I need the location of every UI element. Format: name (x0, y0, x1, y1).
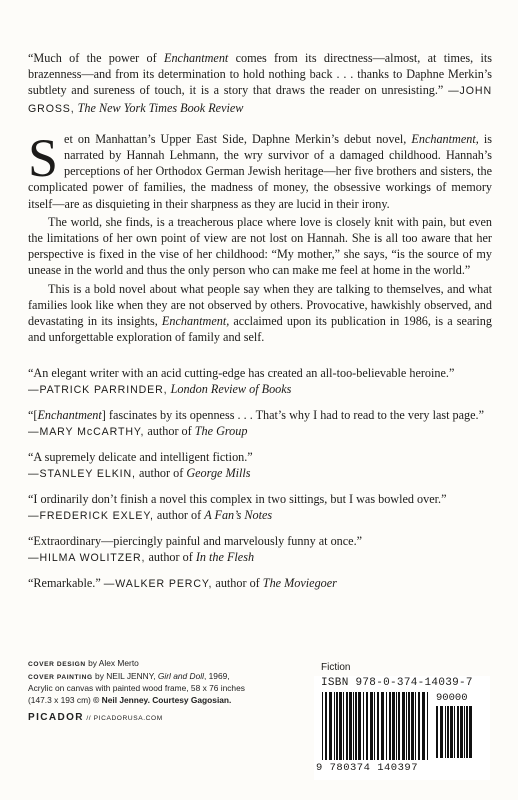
barcode-bar (334, 692, 335, 760)
blurb-pre: author of (135, 466, 187, 481)
blurb-author: —FREDERICK EXLEY, (28, 510, 154, 523)
barcode-bar (396, 692, 397, 760)
blurb-pre: author of (145, 550, 196, 565)
blurb-author: —HILMA WOLITZER, (28, 552, 146, 565)
price-code (436, 692, 468, 704)
credit-value: by Alex Merto (85, 658, 139, 668)
credit-label: COVER PAINTING (28, 673, 93, 681)
blurb-source: George Mills (186, 466, 251, 481)
credit-value: , 1969, (203, 670, 230, 681)
book-title: Enchantment, (161, 314, 230, 329)
barcode-bar (325, 692, 327, 760)
barcode-bar (398, 692, 400, 760)
blurb-list (28, 365, 492, 592)
barcode-bar (447, 706, 449, 758)
cover-credits (28, 658, 298, 725)
book-title: Enchantment, (411, 131, 479, 146)
barcode-bar (336, 692, 338, 760)
barcode-bar (343, 692, 344, 760)
blurb-quote: “An elegant writer with an acid cutting-edge has created an all-too-believable heroine.” (28, 366, 455, 381)
quote-book-title: Enchantment (164, 51, 229, 65)
blurb-pre: author of (153, 508, 205, 523)
blurb (28, 491, 492, 524)
copyright-line: © Neil Jenney. Courtesy Gagosian. (93, 694, 232, 705)
barcode-bar (457, 706, 459, 758)
paragraph-text: This is a bold novel about what people say when they are talking to themselves, and what families look like when they are not observed by others. Provocative, hawkishly observed, and devastating in its insights, (28, 281, 492, 329)
ean-barcode-bars (322, 692, 432, 760)
barcode-bar (415, 692, 416, 760)
blurb (28, 365, 492, 398)
quote-text: comes from its directness—almost, at times, its brazenness—and from its determination to hold nothing back . . . thanks to Daphne Merkin’s subtlety and sureness of touch, it is a story that draws the reader on unresisting.” (28, 51, 492, 98)
barcode-bar (381, 692, 384, 760)
barcode-bar (408, 692, 410, 760)
barcode-bar (339, 692, 342, 760)
credit-label: COVER DESIGN (28, 661, 86, 668)
blurb (28, 407, 492, 440)
synopsis-paragraph-3 (28, 281, 492, 346)
price-code-text: 90000 (436, 692, 468, 704)
cover-design-credit (28, 658, 298, 671)
barcode-bar (377, 692, 379, 760)
back-cover-text (28, 28, 492, 601)
barcode-bar (355, 692, 357, 760)
painting-size (28, 695, 298, 707)
publisher-url: // PICADORUSA.COM (83, 715, 163, 723)
credit-value: by NEIL JENNY, (92, 670, 158, 681)
blurb-source: The Moviegoer (262, 576, 337, 591)
quote-text: “Much of the power of (28, 51, 164, 65)
barcode-bar (427, 692, 428, 760)
barcode-bar (353, 692, 354, 760)
barcode-bar (363, 692, 364, 760)
barcode-bar (460, 706, 463, 758)
blurb-quote-title: Enchantment (37, 408, 102, 423)
barcode-bar (411, 692, 414, 760)
blurb-source: London Review of Books (170, 382, 292, 397)
publisher-line (28, 712, 298, 725)
barcode-bar (392, 692, 395, 760)
barcode (314, 676, 490, 780)
top-review-quote (28, 50, 492, 117)
barcode-bar (436, 706, 438, 758)
publisher-name: PICADOR (28, 712, 84, 724)
synopsis (28, 127, 492, 346)
quote-source: The New York Times Book Review (74, 100, 244, 115)
barcode-bar (440, 706, 443, 758)
barcode-bar (418, 692, 420, 760)
blurb-quote: “A supremely delicate and intelligent fiction.” (28, 450, 253, 465)
synopsis-paragraph-1 (28, 127, 492, 212)
quote-author: —JOHN GROSS, (28, 85, 492, 115)
blurb-author: —STANLEY ELKIN, (28, 468, 136, 481)
credits-area (28, 658, 492, 778)
blurb (28, 449, 492, 482)
blurb-pre: author of (212, 576, 263, 591)
barcode-bar (349, 692, 352, 760)
blurb-quote: “Extraordinary—piercingly painful and marvelously funny at once.” (28, 534, 363, 549)
barcode-bar (366, 692, 368, 760)
barcode-bar (402, 692, 405, 760)
barcode-bar (386, 692, 387, 760)
blurb-author: —WALKER PERCY, (103, 578, 213, 591)
painting-medium: Acrylic on canvas with painted wood frame, 58 x 76 inches (28, 683, 245, 694)
blurb-author: —MARY McCARTHY, (28, 426, 145, 439)
barcode-bar (466, 706, 468, 758)
barcode-bar (422, 692, 425, 760)
paragraph-text: acclaimed upon its publication in 1986, is a searing and unforgettable exploration of family and self. (28, 314, 492, 345)
blurb-quote: “[ (28, 408, 38, 423)
blurb-pre: author of (144, 424, 195, 439)
painting-title: Girl and Doll (157, 670, 204, 681)
genre-label: Fiction (321, 662, 351, 673)
cover-painting-credit (28, 671, 298, 684)
barcode-bar (358, 692, 361, 760)
credit-value: (147.3 x 193 cm) (28, 694, 94, 705)
barcode-bar (450, 706, 453, 758)
barcode-bar (445, 706, 446, 758)
blurb-source: The Group (194, 424, 248, 439)
paragraph-text: is narrated by Hannah Lehmann, the wry survivor of a damaged childhood. Hannah’s perceptions of her Orthodox German Jewish heritage—her five brothers and sisters, the complicated power of families, the madness of money, the obsessive workings of memory itself—are as disquieting in their sharpness as they are lucid in their irony. (28, 131, 492, 211)
barcode-bar (454, 706, 455, 758)
ean-digits: 9 780374 140397 (316, 762, 419, 774)
barcode-bar (464, 706, 465, 758)
barcode-bar (329, 692, 332, 760)
paragraph-text: et on Manhattan’s Upper East Side, Daphne Merkin’s debut novel, (64, 131, 412, 146)
barcode-bar (370, 692, 373, 760)
drop-cap: S (28, 127, 59, 188)
blurb-author: —PATRICK PARRINDER, (28, 384, 168, 397)
barcode-bar (374, 692, 375, 760)
blurb (28, 533, 492, 566)
blurb-quote: ] fascinates by its openness . . . That’s why I had to read to the very last page.” (101, 408, 485, 423)
synopsis-paragraph-2: The world, she finds, is a treacherous place where love is closely knit with pain, but even the limitations of her own point of view are not lost on Hannah. She is all too aware that her perspective is fixed in the vise of her childhood: “My mother,” she says, “is the source of my unease in the world and thus the only person who can make me feel at home in the world.” (28, 214, 492, 278)
blurb-source: A Fan’s Notes (204, 508, 273, 523)
blurb-source: In the Flesh (195, 550, 255, 565)
barcode-bar (346, 692, 348, 760)
barcode-bar (406, 692, 407, 760)
barcode-bar (469, 706, 472, 758)
barcode-bar (322, 692, 323, 760)
blurb (28, 575, 492, 592)
blurb-quote: “I ordinarily don’t finish a novel this complex in two sittings, but I was bowled over.” (28, 492, 447, 507)
price-barcode-bars (436, 706, 476, 758)
barcode-bar (389, 692, 391, 760)
blurb-quote: “Remarkable.” (28, 576, 104, 591)
isbn-text: ISBN 978-0-374-14039-7 (321, 677, 473, 689)
